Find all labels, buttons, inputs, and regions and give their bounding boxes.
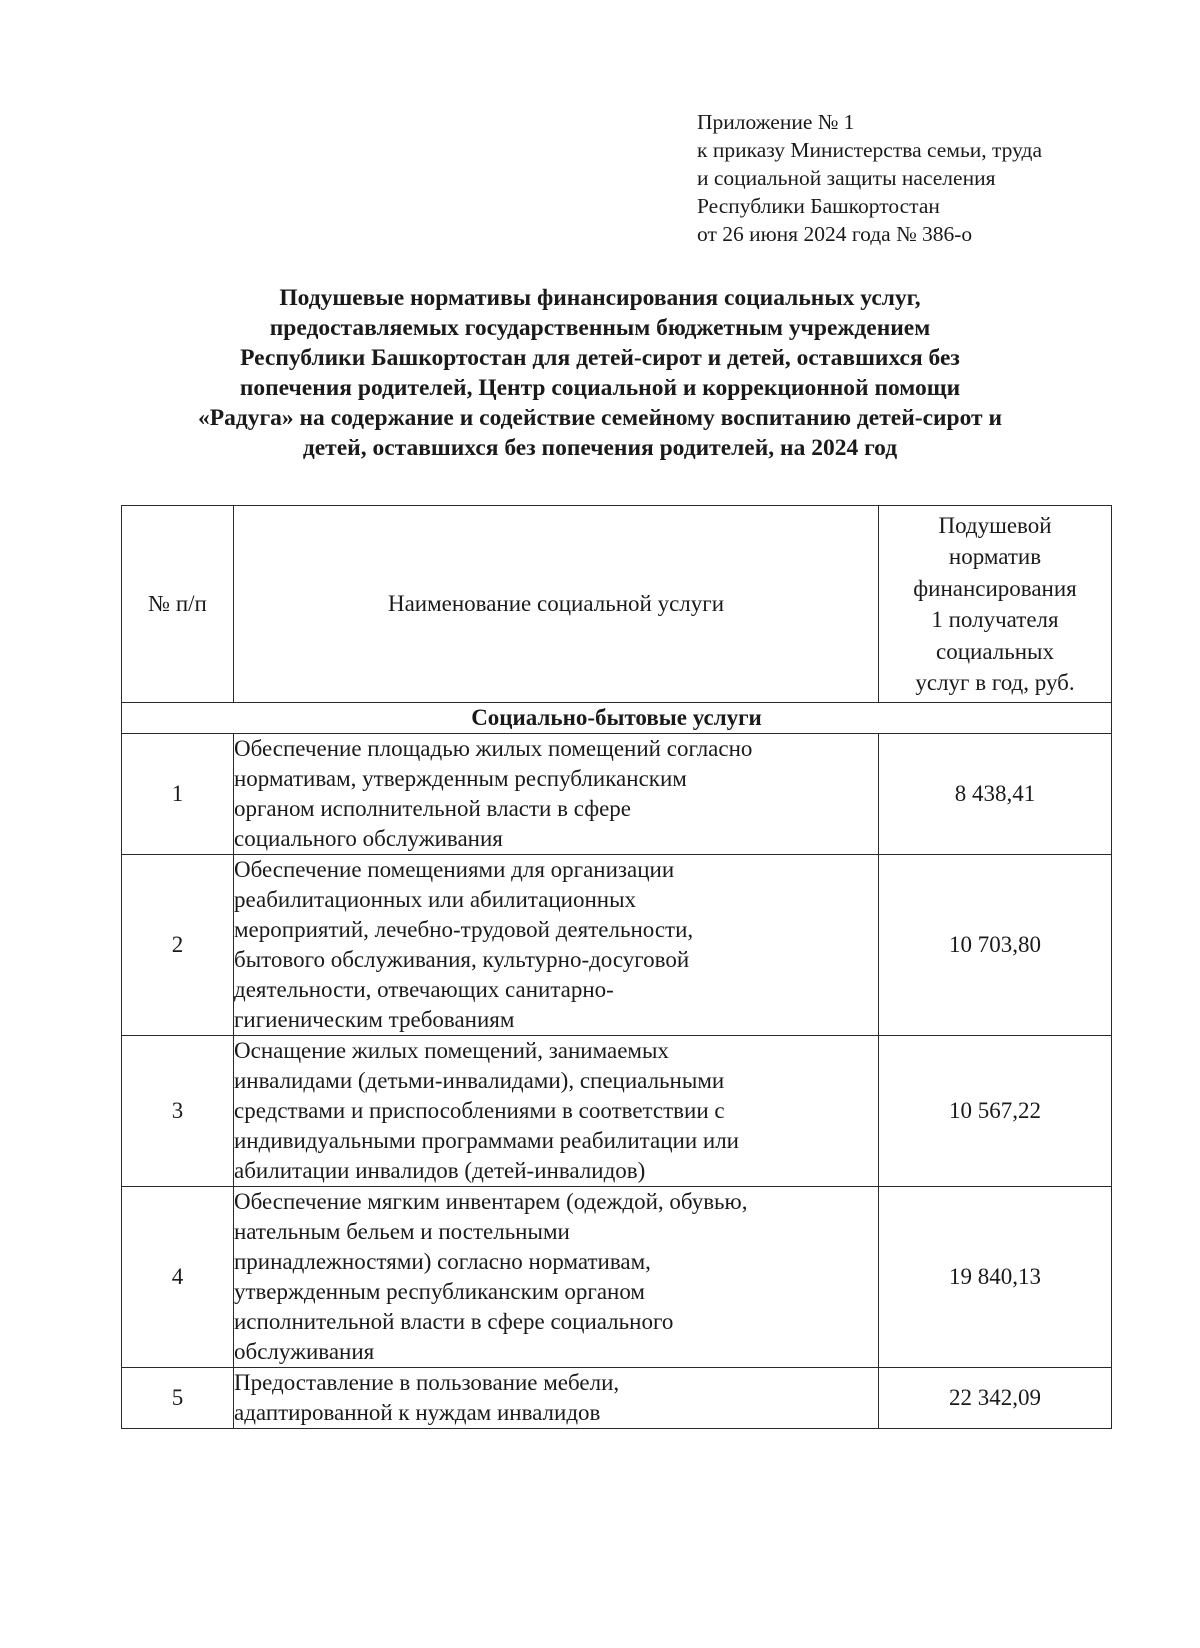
header-number: № п/п [122,506,234,703]
header-service-name: Наименование социальной услуги [234,506,879,703]
service-name [234,1368,879,1429]
row-number: 2 [122,855,234,1036]
service-name-line: бытового обслуживания, культурно-досуговой [234,947,690,972]
title-line: «Радуга» на содержание и содействие семейному воспитанию детей-сирот и [197,405,1003,431]
service-name-line: исполнительной власти в сфере социального [234,1309,674,1334]
service-name-line: социального обслуживания [234,826,503,851]
table-row [122,1187,1112,1368]
appendix-line: Республики Башкортостан [697,194,940,218]
service-name-line: средствами и приспособлениями в соответствии с [234,1098,725,1123]
header-norm-line: норматив [948,544,1042,569]
row-number: 3 [122,1036,234,1187]
service-name [234,1187,879,1368]
row-number: 1 [122,734,234,855]
title-line: попечения родителей, Центр социальной и коррекционной помощи [239,375,961,401]
norm-value: 8 438,41 [879,734,1112,855]
service-name-line: обслуживания [234,1339,375,1364]
header-norm-line: Подушевой [938,512,1052,538]
service-name-line: принадлежностями) согласно нормативам, [234,1249,651,1274]
header-norm-line: социальных [936,638,1054,664]
appendix-block [697,108,1042,248]
service-name-line: органом исполнительной власти в сфере [234,796,632,821]
title-line: Подушевые нормативы финансирования социальных услуг, [279,285,921,311]
appendix-line: к приказу Министерства семьи, труда [697,138,1043,162]
services-table [121,505,1112,1429]
service-name-line: Обеспечение мягким инвентарем (одеждой, обувью, [234,1189,748,1214]
service-name [234,734,879,855]
service-name [234,1036,879,1187]
norm-value: 22 342,09 [879,1368,1112,1429]
norm-value: 10 703,80 [879,855,1112,1036]
title-line: предоставляемых государственным бюджетным учреждением [269,315,931,341]
appendix-line: от 26 июня 2024 года № 386-о [697,222,973,246]
table-row [122,734,1112,855]
document-title [110,283,1090,463]
appendix-line: Приложение № 1 [697,110,855,134]
row-number: 5 [122,1368,234,1429]
section-row [122,703,1112,734]
service-name-line: мероприятий, лечебно-трудовой деятельности, [234,917,694,942]
service-name-line: адаптированной к нуждам инвалидов [234,1400,601,1425]
service-name-line: индивидуальными программами реабилитации или [234,1128,739,1153]
table-row [122,1036,1112,1187]
header-norm-line: финансирования [913,575,1077,601]
title-line: Республики Башкортостан для детей-сирот и детей, оставшихся без [240,345,960,371]
service-name-line: Предоставление в пользование мебели, [234,1370,620,1395]
service-name-line: инвалидами (детьми-инвалидами), специальными [234,1068,725,1093]
service-name-line: Обеспечение площадью жилых помещений согласно [234,736,753,761]
service-name-line: Обеспечение помещениями для организации [234,857,675,882]
table-row [122,855,1112,1036]
service-name [234,855,879,1036]
table-header-row [122,506,1112,703]
service-name-line: деятельности, отвечающих санитарно- [234,977,614,1002]
row-number: 4 [122,1187,234,1368]
norm-value: 10 567,22 [879,1036,1112,1187]
service-name-line: Оснащение жилых помещений, занимаемых [234,1038,669,1063]
service-name-line: абилитации инвалидов (детей-инвалидов) [234,1158,646,1183]
service-name-line: нормативам, утвержденным республиканским [234,766,687,791]
header-norm-line: услуг в год, руб. [915,670,1075,695]
header-norm [879,506,1112,703]
header-norm-line: 1 получателя [931,607,1059,632]
table-row [122,1368,1112,1429]
service-name-line: реабилитационных или абилитационных [234,887,637,912]
norm-value: 19 840,13 [879,1187,1112,1368]
service-name-line: нательным бельем и постельными [234,1219,570,1244]
service-name-line: гигиеническим требованиям [234,1007,515,1032]
title-line: детей, оставшихся без попечения родителей, на 2024 год [302,435,898,461]
section-title: Социально-бытовые услуги [122,703,1112,734]
appendix-line: и социальной защиты населения [697,166,996,190]
service-name-line: утвержденным республиканским органом [234,1279,645,1304]
